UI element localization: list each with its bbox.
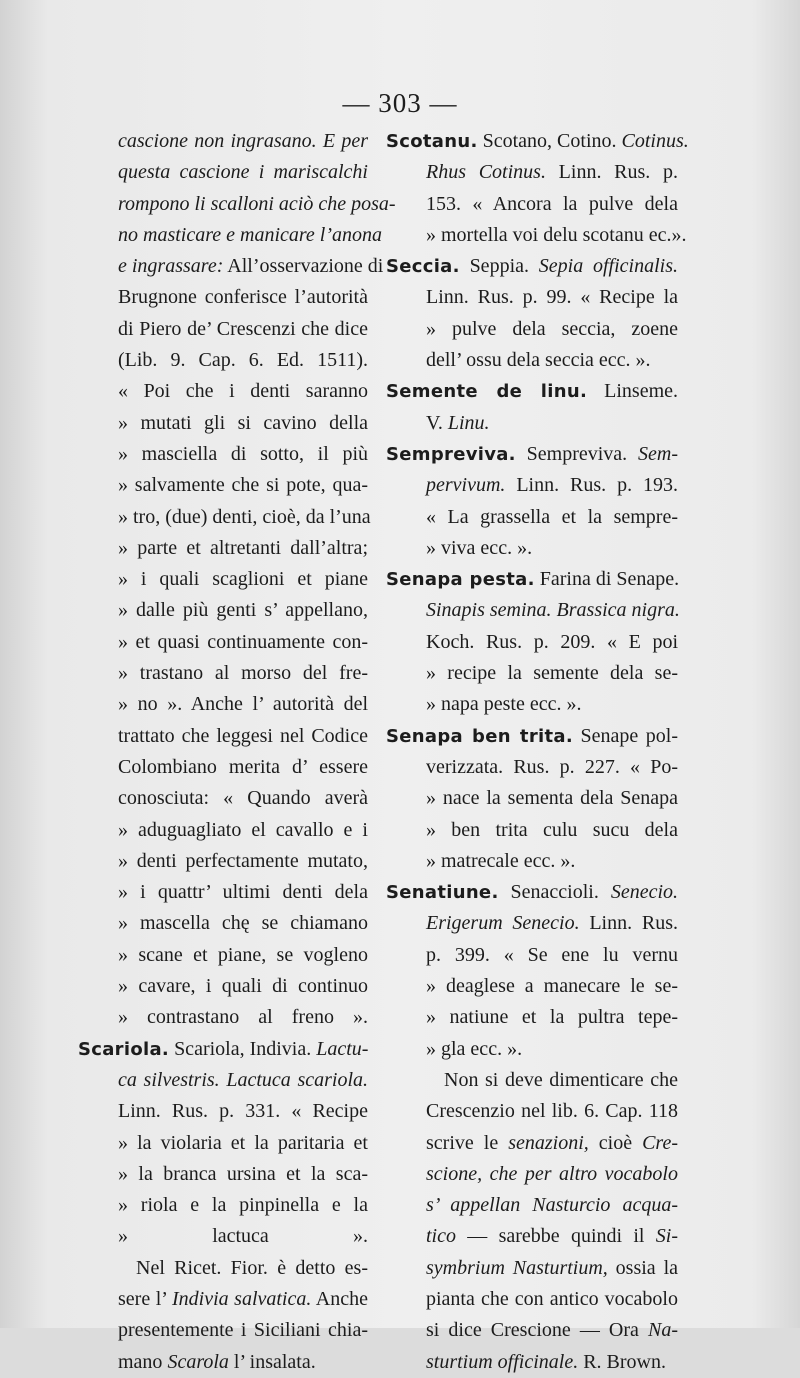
line-text: p. 399. « Se ene lu vernu [426,943,678,966]
text-line [386,1065,678,1096]
entry-headword-line [386,376,678,407]
line-text: » viva ecc. ». [426,536,533,559]
line-text: 153. « Ancora la pulve dela [426,192,678,215]
line-text: » deaglese a manecare le se- [426,975,678,998]
line-text: » tro, (due) denti, cioè, da l’una [118,505,371,528]
text-line [78,408,368,439]
line-text: conosciuta: « Quando averà [118,787,368,810]
line-text: » gla ecc. ». [426,1037,523,1060]
line-text-rest: Senape pol- [572,724,678,747]
text-line [78,971,368,1002]
text-line [386,689,678,720]
text-line [386,1002,678,1033]
entry-headword-line [78,1034,368,1065]
text-line [78,627,368,658]
text-line [78,783,368,814]
text-line [78,1128,368,1159]
line-text: » la violaria et la paritaria et [118,1131,368,1154]
line-text: presentemente i Siciliani chia- [118,1319,368,1342]
entry-headword-line [386,251,678,282]
line-text-rest: Linseme. [587,380,679,403]
line-text: » parte et altretanti dall’altra; [118,536,368,559]
line-text: Linn. Rus. p. 331. « Recipe [118,1100,368,1123]
line-text: verizzata. Rus. p. 227. « Po- [426,755,678,778]
text-line [78,157,368,188]
line-text-rest: Linn. Rus. p. 193. [505,474,678,497]
italic-term: Cotinus. [621,130,689,152]
text-line [386,1096,678,1127]
text-line [78,689,368,720]
line-text-rest: cioè [588,1131,643,1154]
text-line [386,189,678,220]
text-line [386,1315,678,1346]
headword: Senapa ben trita. [386,725,573,747]
text-line [78,721,368,752]
line-text: Nel Ricet. Fior. è detto es- [136,1256,368,1279]
entry-headword-line [386,877,678,908]
text-line [78,1253,368,1284]
italic-term: Lactu- [316,1037,369,1060]
line-text: » et quasi continuamente con- [118,630,368,653]
right-column [386,126,689,1378]
text-line [386,470,678,501]
italic-term: Linu. [447,411,490,434]
line-text: rompono li scalloni aciò che posa- [118,192,396,215]
italic-term: Sem- [638,442,678,465]
line-text-rest: Scariola, Indivia. [169,1037,317,1060]
text-line [386,1253,678,1284]
line-text: Rhus Cotinus. [426,161,546,184]
text-line [78,1096,368,1127]
text-line [78,314,368,345]
entry-headword-line [386,439,678,470]
text-line [78,533,368,564]
italic-term: Scarola [167,1350,229,1373]
text-line [78,1002,368,1033]
headword: Sempreviva. [386,443,516,465]
text-line [386,815,678,846]
line-text: symbrium Nasturtium, [426,1256,608,1279]
line-text: » i quali scaglioni et piane [118,568,368,591]
text-line [78,439,368,470]
line-text: » mascella chę se chiamano [118,912,368,935]
text-line [386,908,678,939]
italic-term: Sepia officinalis. [538,255,678,278]
headword: Senatiune. [386,882,499,904]
text-line [78,220,383,251]
line-text: Brugnone conferisce l’autorità [118,286,368,309]
text-line [78,1190,368,1221]
text-line [78,940,368,971]
text-line [78,470,368,501]
line-text: V. [426,411,448,434]
text-line [78,1347,368,1378]
text-line [78,251,384,282]
line-text: » i quattr’ ultimi denti dela [118,881,368,904]
line-text-rest: Linn. Rus. [579,912,678,935]
line-text-rest: Farina di Senape. [534,568,680,591]
line-text: » aduguagliato el cavallo e i [118,818,368,841]
headword: Scariola. [78,1038,170,1060]
line-text: » denti perfectamente mutato, [118,849,368,872]
text-line [386,314,678,345]
text-line [78,595,368,626]
entry-headword-line [386,564,678,595]
italic-term: Si- [655,1225,678,1248]
line-text: « Poi che i denti saranno [118,380,368,403]
line-text: s’ appellan Nasturcio acqua- [426,1194,678,1217]
text-line [78,502,371,533]
text-line [78,1159,368,1190]
text-line [78,345,368,376]
line-text: no masticare e manicare l’anona [118,223,383,246]
line-text: trattato che leggesi nel Codice [118,724,368,747]
text-line [386,752,678,783]
line-text: pianta che con antico vocabolo [426,1287,678,1310]
line-text: e ingrassare: [118,255,224,278]
line-text: ca silvestris. Lactuca scariola. [118,1068,368,1091]
line-text: di Piero de’ Crescenzi che dice [118,317,368,340]
line-text-rest: — sarebbe quindi il [456,1225,656,1248]
line-text: dell’ ossu dela seccia ecc. ». [426,349,651,372]
text-line [386,627,678,658]
text-line [78,752,368,783]
line-text: » mortella voi delu scotanu ec.». [426,223,687,246]
text-line [386,940,678,971]
italic-term: Senecio. [610,881,678,904]
text-line [386,971,678,1002]
line-text: » scane et piane, se vogleno [118,943,368,966]
line-text: » ben trita culu sucu dela [426,818,678,841]
line-text-rest: Scotano, Cotino. [477,130,622,152]
text-line [386,502,678,533]
italic-term: Indivia salvatica. [171,1287,312,1310]
text-line [386,533,678,564]
line-text: » lactuca ». [118,1225,368,1248]
text-line [78,1315,368,1346]
line-text-rest: ossia la [607,1256,679,1279]
text-line [78,877,368,908]
italic-term: senazioni, [508,1131,589,1154]
text-line [386,408,678,439]
line-text: » recipe la semente dela se- [426,662,678,685]
text-line [386,1190,678,1221]
text-line [78,815,368,846]
line-text-rest: Sempreviva. [515,442,639,465]
line-text: pervivum. [426,474,506,497]
left-column [78,126,396,1378]
line-text: » la branca ursina et la sca- [118,1162,368,1185]
text-line [386,783,678,814]
line-text: » napa peste ecc. ». [426,693,582,716]
line-text: » dalle più genti s’ appellano, [118,599,368,622]
line-text: mano [118,1350,168,1373]
line-text: tico [426,1225,456,1248]
line-text: Linn. Rus. p. 99. « Recipe la [426,286,678,309]
line-text: « La grassella et la sempre- [426,505,678,528]
headword: Semente de linu. [386,381,588,403]
text-line [386,1221,678,1252]
line-text: scione, che per altro vocabolo [426,1162,678,1185]
text-line [78,126,368,157]
line-text: » masciella di sotto, il più [118,442,368,465]
line-text: » cavare, i quali di continuo [118,975,368,998]
italic-term: Cre- [642,1131,679,1154]
text-line [78,1065,368,1096]
headword: Seccia. [386,256,460,278]
line-text: sturtium officinale. [426,1350,579,1373]
line-text: » salvamente che si pote, qua- [118,474,368,497]
line-text: Koch. Rus. p. 209. « E poi [426,630,678,653]
line-text-rest: Linn. Rus. p. [545,161,678,184]
text-line [78,189,396,220]
line-text: » natiune et la pultra tepe- [426,1006,678,1029]
text-line [386,1284,678,1315]
text-line [386,157,678,188]
line-text: (Lib. 9. Cap. 6. Ed. 1511). [118,349,368,372]
text-line [386,1159,678,1190]
text-line [78,564,368,595]
text-line [386,1128,678,1159]
text-line [386,846,678,877]
line-text: Erigerum Senecio. [426,912,580,935]
entry-headword-line [386,721,678,752]
line-text-rest: Seppia. [459,255,539,278]
page-number: — 303 — [342,88,458,118]
headword: Senapa pesta. [386,569,535,591]
text-line [78,1284,368,1315]
entry-headword-line [386,126,689,157]
text-line [78,376,368,407]
text-line [78,846,368,877]
line-text-rest: Anche [311,1287,368,1310]
text-line [386,282,678,313]
line-text: si dice Crescione — Ora [426,1319,648,1342]
line-text: » contrastano al freno ». [118,1006,368,1029]
italic-term: Na- [648,1319,678,1342]
line-text: questa cascione i mariscalchi [118,161,368,184]
line-text: Crescenzio nel lib. 6. Cap. 118 [426,1100,678,1123]
line-text: scrive le [426,1131,509,1154]
line-text: Colombiano merita d’ essere [118,755,368,778]
line-text-rest: R. Brown. [578,1350,667,1373]
line-text: » riola e la pinpinella e la [118,1194,368,1217]
text-line [78,658,368,689]
text-line [78,282,368,313]
text-line [386,1034,678,1065]
text-line [386,1347,678,1378]
text-line [78,908,368,939]
text-line [386,595,678,626]
line-text: Sinapis semina. Brassica nigra. [426,599,680,622]
line-text-rest: Senaccioli. [498,881,611,904]
line-text: » matrecale ecc. ». [426,849,576,872]
line-text: » pulve dela seccia, zoene [426,317,678,340]
line-text: cascione non ingrasano. E per [118,130,368,152]
line-text: sere l’ [118,1287,172,1310]
text-line [386,220,687,251]
line-text: Non si deve dimenticare che [444,1068,678,1091]
text-line [386,658,678,689]
line-text-rest: l’ insalata. [228,1350,316,1373]
text-line [78,1221,368,1252]
headword: Scotanu. [386,131,478,152]
text-line [386,345,678,376]
line-text: » mutati gli si cavino della [118,411,368,434]
line-text: » nace la sementa dela Senapa [426,787,678,810]
line-text: » trastano al morso del fre- [118,662,368,685]
line-text-rest: All’osservazione di [223,255,384,278]
line-text: » no ». Anche l’ autorità del [118,693,368,716]
